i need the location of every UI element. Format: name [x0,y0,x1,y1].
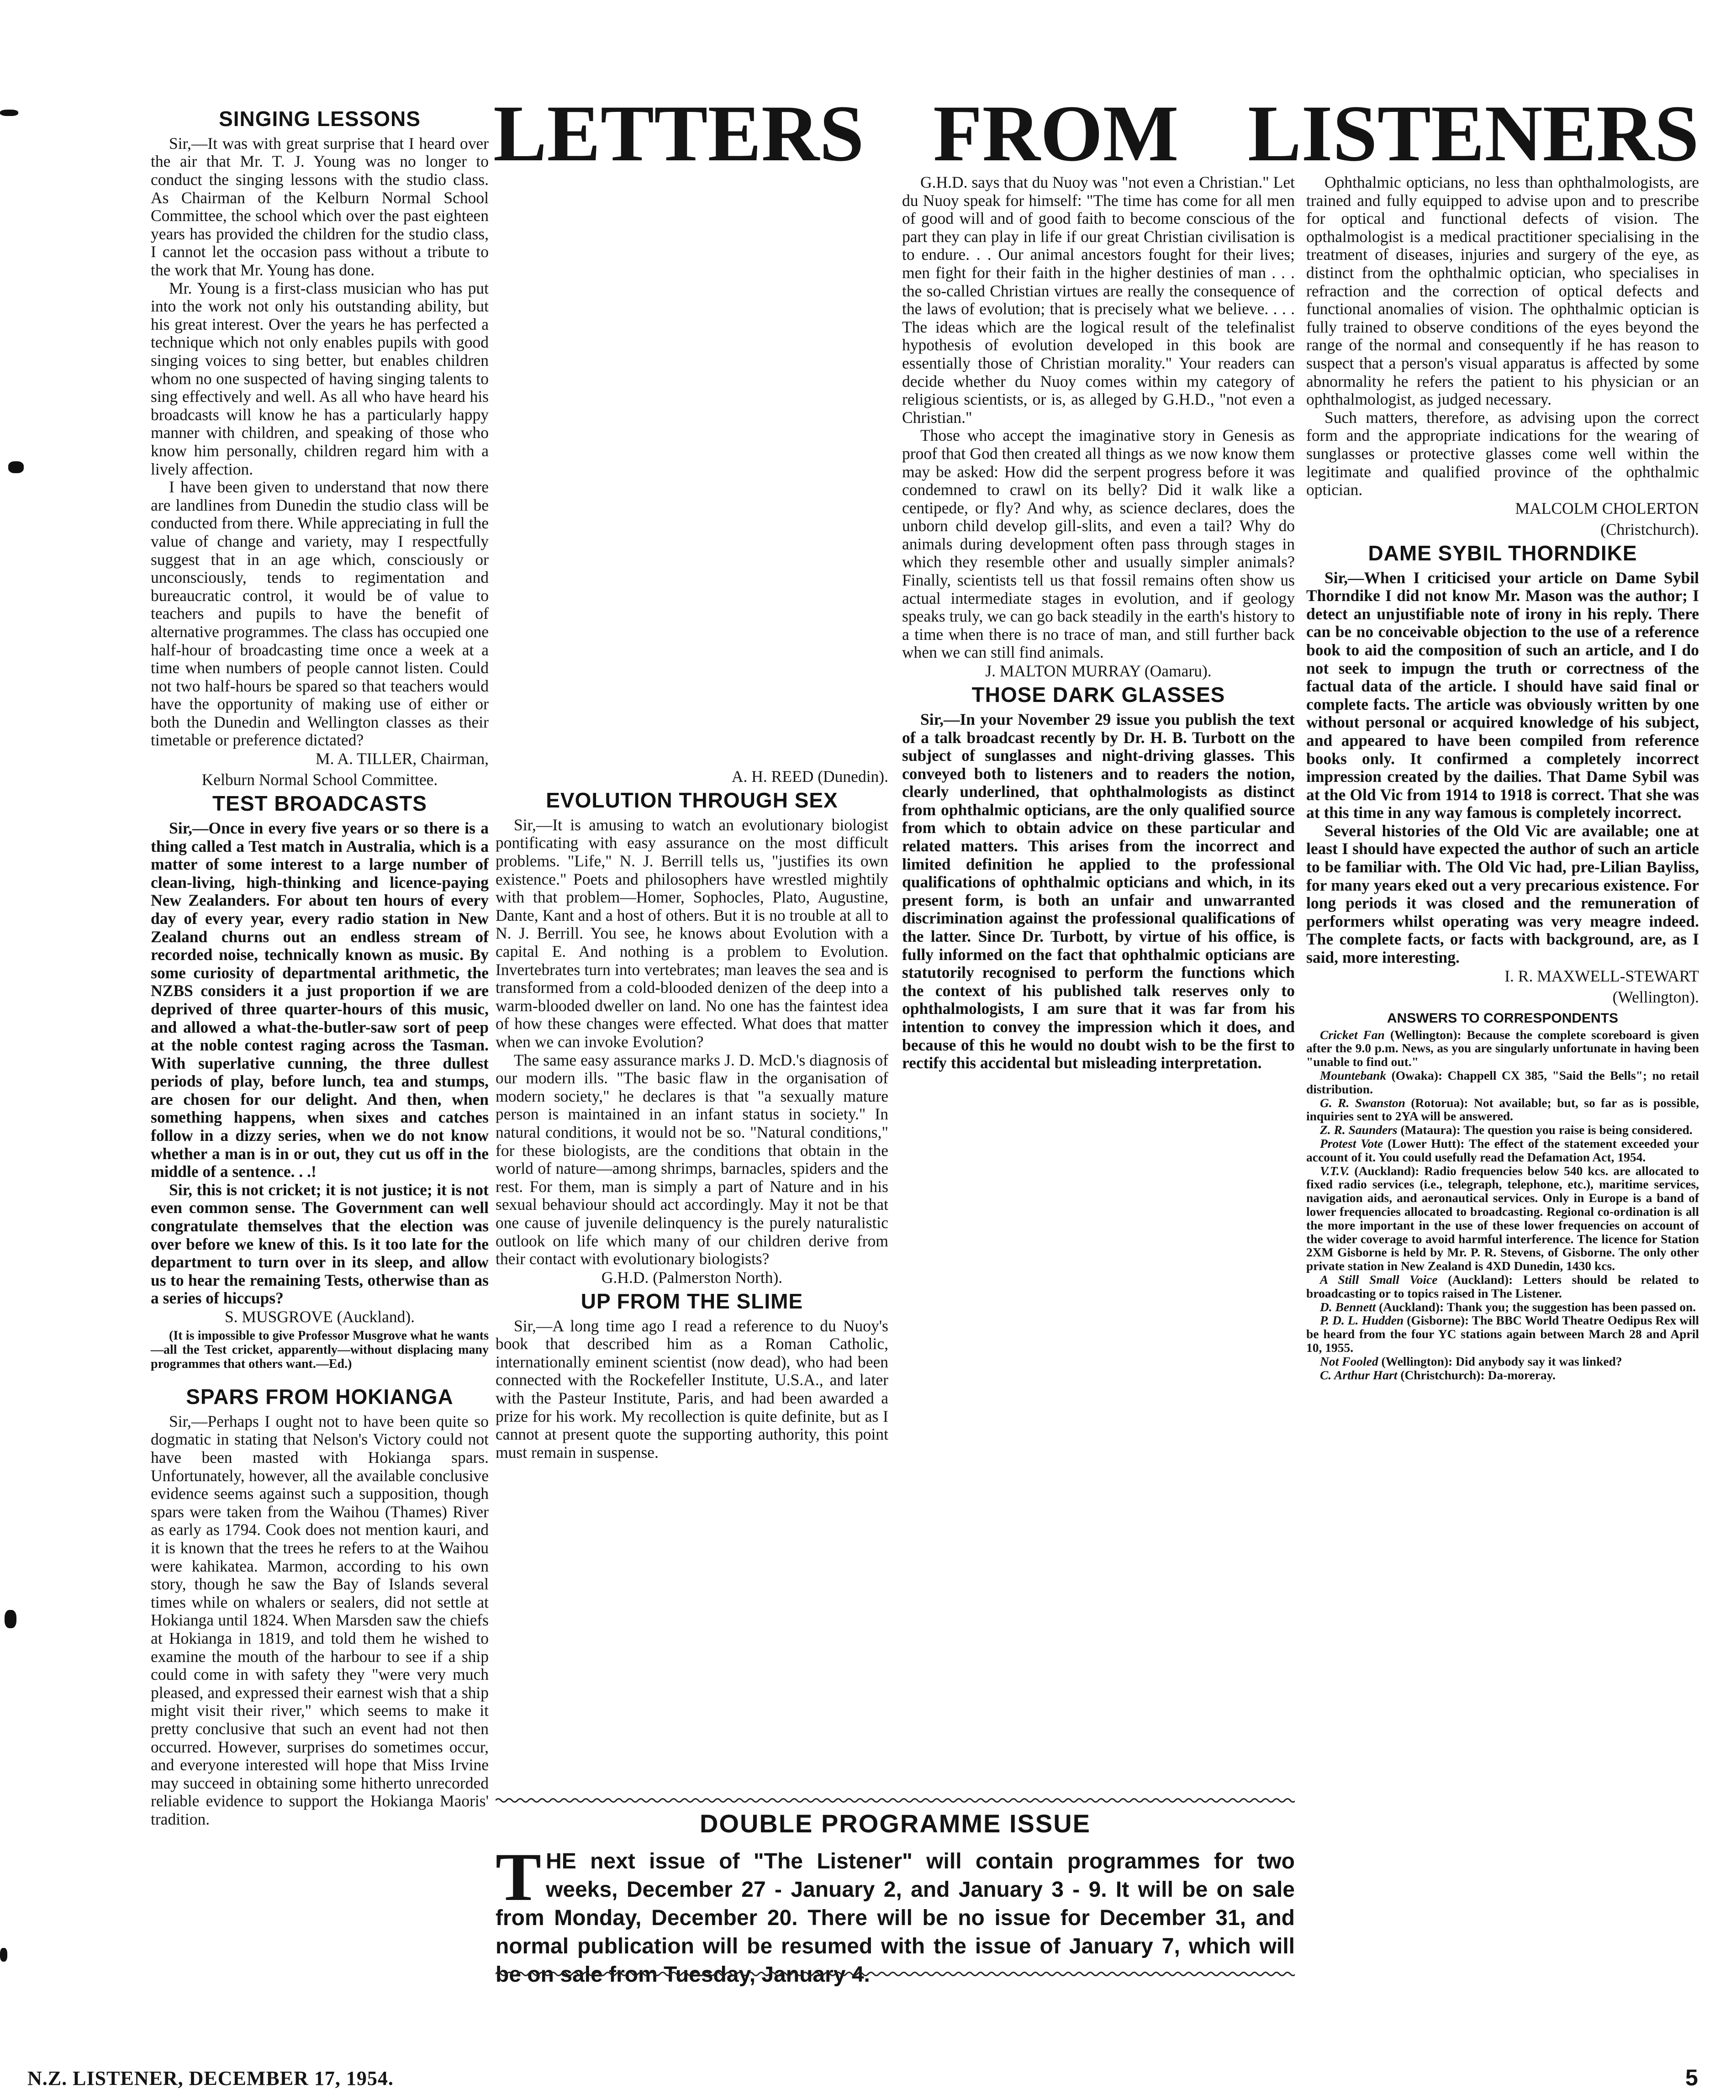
double-programme-title: DOUBLE PROGRAMME ISSUE [699,1809,1091,1838]
glasses-paragraph-2: Ophthalmic opticians, no less than ophthalmologists, are trained and fully equipped to advise upon and to prescribe for optical and functional defects of vision. The opthalmologist is a medical practitioner specialising in the treatment of diseases, injuries and surgery of the eye, as distinct from the ophthalmic optician, who specialises in refraction and the correction of optical defects and functional anomalies of vision. The ophthalmic optician is fully trained to observe conditions of the eyes beyond the range of the normal and consequently if he has reason to suspect that a person's visual apparatus is affected by some abnormality he refers the patient to his physician or an ophthalmologist, as judged necessary. [1306,173,1699,409]
answer-item [1306,1273,1699,1300]
answer-item [1306,1314,1699,1354]
answer-place: (Lower Hutt): [1388,1136,1465,1151]
answer-item [1306,1137,1699,1164]
singing-paragraph-2: Mr. Young is a first-class musician who has put into the work not only his outstanding ability, but his great interest. Over the years he has perfected a technique which not only enables pupils with good singing voices to sing better, but enables children whom no one suspected of having singing talents to sing effectively and well. As all who have heard his broadcasts will know he has a particularly happy manner with children, and speaking of those who know him personally, children regard him with a lively affection. [151,279,489,478]
slime-paragraph-1: Sir,—A long time ago I read a reference to du Nuoy's book that described him as a Roman Catholic, internationally eminent scientist (now dead), who had been connected with the Rockefeller Institute, U.S.A., and later with the Pasteur Institute, Paris, and had been awarded a prize for his work. My recollection is quite definite, but as I cannot at present quote the supporting authority, this point must remain in suspense. [496,1316,888,1462]
answer-item [1306,1355,1699,1368]
page-title: LETTERS FROM LISTENERS [493,89,1699,178]
wavy-rule-bottom [496,1971,1295,1977]
answer-place: (Christchurch): [1400,1367,1485,1382]
answer-text: The BBC World Theatre Oedipus Rex will be heard from the four YC stations again between March 28 and April 10, 1955. [1306,1313,1699,1355]
answer-place: (Owaka): [1391,1068,1443,1083]
answer-place: (Auckland): [1448,1272,1513,1287]
glasses-paragraph-1: Sir,—In your November 29 issue you publish the text of a talk broadcast recently by Dr. H. B. Turbott on the subject of sunglasses and night-driving glasses. This conveyed both to listeners and to readers the notion, clearly underlined, that ophthalmologists as distinct from ophthalmic opticians, are the only qualified source from which to obtain advice on these particular and related matters. This arises from the incorrect and limited definition he applied to the professional qualifications of ophthalmic opticians and which, in its present form, is both an unfair and unwarranted discrimination against the professional qualifications of the latter. Since Dr. Turbott, by virtue of his office, is fully informed on the fact that ophthalmic opticians are statutorily recognised to perform the functions which the context of his published talk reserves only to ophthalmologists, I am sure that it was far from his intention to convey the impression which it does, and because of this he would no doubt wish to be the first to rectify this accidental but misleading interpretation. [902,710,1295,1072]
answer-text: The question you raise is being considered. [1463,1123,1693,1137]
answer-correspondent: P. D. L. Hudden [1320,1313,1404,1328]
test-paragraph-2: Sir, this is not cricket; it is not justice; it is not even common sense. The Government can well congratulate themselves that the election was over before we knew of this. Is it too late for the department to turn over in its sleep, and allow us to hear the remaining Tests, otherwise than as a series of hiccups? [151,1180,489,1308]
page-footer-date: N.Z. LISTENER, DECEMBER 17, 1954. [27,2067,394,2089]
column-4 [1306,174,1699,1382]
editor-note: (It is impossible to give Professor Musgrove what he wants—all the Test cricket, apparently—without displacing many programmes that others want.—Ed.) [151,1329,489,1371]
answer-item [1306,1368,1699,1382]
heading-up-from-the-slime: UP FROM THE SLIME [580,1289,803,1313]
answers-list [1306,1028,1699,1382]
answer-correspondent: Protest Vote [1320,1136,1383,1151]
column-3 [902,174,1295,1072]
column-2 [496,174,888,1462]
glasses-signature-place: (Christchurch). [1600,520,1699,538]
spars-signature: A. H. REED (Dunedin). [731,767,888,786]
answer-text: Did anybody say it was linked? [1456,1354,1622,1368]
spars-paragraph-1: Sir,—Perhaps I ought not to have been quite so dogmatic in stating that Nelson's Victory could not have been masted with Hokianga spars. Unfortunately, however, all the available conclusive evidence seems against such a supposition, though spars were taken from the Waihou (Thames) River as early as 1794. Cook does not mention kauri, and it is known that the trees he refers to at the Waihou were kahikatea. Marmon, according to his own story, though he saw the Bay of Islands several times while on whalers or sealers, did not settle at Hokianga until 1824. When Marsden saw the chiefs at Hokianga in 1819, and told them he wished to examine the mouth of the harbour to see if a ship could come in with safety they "were very much pleased, and expressed their earnest wish that a ship might visit their river," which seems to make it pretty conclusive that such an event had not then occurred. However, surprises do sometimes occur, and everyone interested will hope that Miss Irvine may succeed in obtaining some hitherto unrecorded reliable evidence to support the Hokianga Maoris' tradition. [151,1412,489,1828]
answer-correspondent: Mountebank [1320,1068,1387,1083]
answers-heading: ANSWERS TO CORRESPONDENTS [1387,1010,1619,1026]
glasses-signature: MALCOLM CHOLERTON [1515,499,1699,517]
answer-text: Radio frequencies below 540 kcs. are allocated to fixed radio services (i.e., telegraph, telephone, etc.), maritime services, navigation aids, and aeronautical services. Only in Europe is a band of lower frequencies allocated to broadcasting. Regional co-ordination is all the more important in the use of these lower frequencies on account of the wider coverage to avoid harmful interference. The licence for Station 2XM Gisborne is held by Mr. P. R. Stevens, of Gisborne. The only other private station in New Zealand is 4XD Dunedin, 1430 kcs. [1306,1163,1699,1273]
scan-speck [8,461,24,473]
answer-correspondent: A Still Small Voice [1320,1272,1438,1287]
answer-place: (Wellington): [1381,1354,1453,1368]
scan-speck [5,1610,16,1628]
wavy-rule-top [496,1797,1295,1804]
answer-text: Chappell CX 385, "Said the Bells"; no retail distribution. [1306,1068,1699,1096]
dame-signature-place: (Wellington). [1612,987,1699,1006]
heading-evolution-through-sex: EVOLUTION THROUGH SEX [546,788,838,812]
singing-signature: M. A. TILLER, Chairman, [316,749,489,768]
evolution-paragraph-2: The same easy assurance marks J. D. McD.'s diagnosis of our modern ills. "The basic flaw in the organisation of modern society," he declares is that "a sexually mature person is maintained in an infant status in society." In natural conditions, it would not be so. "Natural conditions," for these biologists, are the conditions that obtain in the world of nature—among shrimps, barnacles, spiders and the rest. For them, man is simply a part of Nature and in his sexual behaviour should act accordingly. May it not be that one cause of juvenile delinquency is the purely naturalistic outlook on life which many of our children derive from their contact with evolutionary biologists? [496,1050,888,1268]
singing-paragraph-3: I have been given to understand that now there are landlines from Dunedin the studio class will be conducted from there. While appreciating in full the value of change and variety, may I respectfully suggest that in an age which, consciously or unconsciously, tends to regimentation and bureaucratic control, it would be of value to teachers and pupils to have the benefit of alternative programmes. The class has occupied one half-hour of broadcasting time once a week at a time when numbers of people cannot listen. Could not two half-hours be spared so that teachers would have the opportunity of making use of either or both the Dunedin and Wellington classes as their timetable or preference dictated? [151,478,489,749]
glasses-paragraph-3: Such matters, therefore, as advising upon the correct form and the appropriate indications for the wearing of sunglasses or protective glasses come well within the legitimate and qualified province of the ophthalmic optician. [1306,408,1699,499]
column-1 [151,105,489,1829]
scan-speck [0,1948,7,1962]
heading-dame-sybil-thorndike: DAME SYBIL THORNDIKE [1368,541,1637,565]
answer-place: (Wellington): [1390,1027,1462,1042]
answer-place: (Rotorua): [1411,1095,1468,1110]
test-signature: S. MUSGROVE (Auckland). [224,1308,415,1326]
test-paragraph-1: Sir,—Once in every five years or so there is a thing called a Test match in Australia, which is a matter of some interest to a large number of clean-living, high-thinking and licence-paying New Zealanders. For about ten hours of every day of every year, every radio station in New Zealand churns out an endless stream of recorded noise, technically known as music. By some curiosity of departmental arithmetic, the NZBS considers it a just proportion if we are deprived of three quarter-hours of this music, and allowed a what-the-butler-saw sort of peep at the noble contest raging across the Tasman. With superlative cunning, the three dullest periods of play, before lunch, tea and stumps, are chosen for our delight. And then, when something happens, when sixes and catches follow in a dizzy series, when we do not know whether a man is in or out, they cut us off in the middle of a sentence. . .! [151,818,489,1181]
heading-singing-lessons: SINGING LESSONS [219,107,421,131]
slime-paragraph-2: G.H.D. says that du Nuoy was "not even a Christian." Let du Nuoy speak for himself: "The time has come for all men of good will and of good faith to become conscious of the part they can play in life if our great Christian civilisation is to endure. . . Our animal ancestors fought for their lives; men fight for their faith in the higher destinies of man . . . the so-called Christian virtues are really the consequence of the laws of evolution; that is precisely what we believe. . . . The ideas which are the logical result of the telefinalist hypothesis of evolution developed in this book are essentially those of Christian morality." Your readers can decide whether du Nuoy comes within my category of religious scientists, or is, as alleged by G.H.D., "not even a Christian." [902,173,1295,427]
page-number: 5 [1685,2065,1698,2090]
answer-item [1306,1096,1699,1124]
dame-paragraph-2: Several histories of the Old Vic are available; one at least I should have expected the author of such an article to be familiar with. The Old Vic had, pre-Lilian Bayliss, for many years eked out a very precarious existence. For long periods it was closed and the remuneration of performers whilst operating was very meagre indeed. The complete facts, or facts with background, are, as I said, more interesting. [1306,821,1699,967]
singing-paragraph-1: Sir,—It was with great surprise that I heard over the air that Mr. T. J. Young was no longer to conduct the singing lessons with the studio class. As Chairman of the Kelburn Normal School Committee, the school which over the past eighteen years has provided the children for the studio class, I cannot let the occasion pass without a tribute to the work that Mr. Young has done. [151,134,489,280]
answer-text: Da-moreray. [1488,1367,1556,1382]
answer-item [1306,1164,1699,1273]
answer-text: Thank you; the suggestion has been passed on. [1446,1299,1696,1314]
answer-correspondent: Cricket Fan [1320,1027,1385,1042]
scan-speck [0,110,18,116]
drop-cap: T [496,1839,542,1915]
answer-correspondent: Not Fooled [1320,1354,1378,1368]
heading-those-dark-glasses: THOSE DARK GLASSES [971,683,1225,707]
answer-text: The effect of the statement exceeded your account of it. You could usefully read the Defamation Act, 1954. [1306,1136,1699,1164]
heading-spars-from-hokianga: SPARS FROM HOKIANGA [186,1385,454,1409]
double-programme-text: HE next issue of "The Listener" will contain programmes for two weeks, December 27 - January 2, and January 3 - 9. It will be on sale from Monday, December 20. There will be no issue for December 31, and normal publication will be resumed with the issue of January 7, which will be on sale from Tuesday, January 4. [496,1849,1295,1987]
answer-place: (Mataura): [1400,1123,1461,1137]
answer-place: (Auckland): [1379,1299,1444,1314]
answer-item [1306,1028,1699,1069]
answer-correspondent: V.T.V. [1320,1163,1350,1178]
singing-signature-org: Kelburn Normal School Committee. [201,770,438,789]
answer-text: Because the complete scoreboard is given after the 9.0 p.m. News, as you are singularly unfortunate in having been "unable to find out." [1306,1027,1699,1069]
double-programme-body [496,1839,1295,1989]
answer-correspondent: G. R. Swanston [1320,1095,1405,1110]
answer-item [1306,1069,1699,1096]
answer-item [1306,1123,1699,1137]
spars-continuation-space [496,174,888,767]
answer-item [1306,1300,1699,1314]
slime-paragraph-3: Those who accept the imaginative story in Genesis as proof that God then created all things as we now know them may be asked: How did the serpent progress before it was condemned to crawl on its belly? Did it walk like a centipede, or fly? And why, as science declares, does the unborn child develop gill-slits, and even a tail? Why do animals during development often pass through stages in which they resemble other and usually simpler animals? Finally, scientists tell us that fossil remains often show us actual intermediate stages in evolution, and if geology speaks truly, we can go back steadily in the earth's history to a time when there is no trace of man, and still further back when we can still find animals. [902,426,1295,662]
dame-signature: I. R. MAXWELL-STEWART [1504,966,1699,985]
answer-text: Letters should be related to broadcasting or to topics raised in The Listener. [1306,1272,1699,1300]
answer-text: Not available; but, so far as is possible, inquiries sent to 2YA will be answered. [1306,1095,1699,1124]
heading-test-broadcasts: TEST BROADCASTS [212,791,427,816]
answer-correspondent: C. Arthur Hart [1320,1367,1398,1382]
slime-signature: J. MALTON MURRAY (Oamaru). [985,662,1212,681]
evolution-signature: G.H.D. (Palmerston North). [601,1268,783,1287]
dame-paragraph-1: Sir,—When I criticised your article on Dame Sybil Thorndike I did not know Mr. Mason was the author; I detect an unjustifiable note of irony in his reply. There can be no conceivable objection to the use of a reference book to aid the composition of such an article, and I do not seek to impugn the truth or correctness of the factual data of the article. I should have said final or complete facts. The article was obviously written by one without personal or acquired knowledge of his subject, and appeared to have been compiled from reference books only. It confirmed a completely incorrect impression created by the dailies. That Dame Sybil was at the Old Vic from 1914 to 1918 is correct. That she was at this time in any way famous is completely incorrect. [1306,568,1699,822]
evolution-paragraph-1: Sir,—It is amusing to watch an evolutionary biologist pontificating with easy assurance on the most difficult problems. "Life," N. J. Berrill tells us, "justifies its own existence." Poets and philosophers have wrestled mightily with that problem—Homer, Sophocles, Plato, Augustine, Dante, Kant and a host of others. But it is no trouble at all to N. J. Berrill. You see, he knows about Evolution with a capital E. And nothing is a problem to Evolution. Invertebrates turn into vertebrates; man leaves the sea and is transformed from a cold-blooded denizen of the deep into a warm-blooded dweller on land. No one has the faintest idea of how these changes were effected. What does that matter when we can invoke Evolution? [496,815,888,1051]
answer-place: (Auckland): [1354,1163,1419,1178]
answer-correspondent: D. Bennett [1320,1299,1376,1314]
answer-place: (Gisborne): [1407,1313,1469,1328]
answer-correspondent: Z. R. Saunders [1320,1123,1398,1137]
